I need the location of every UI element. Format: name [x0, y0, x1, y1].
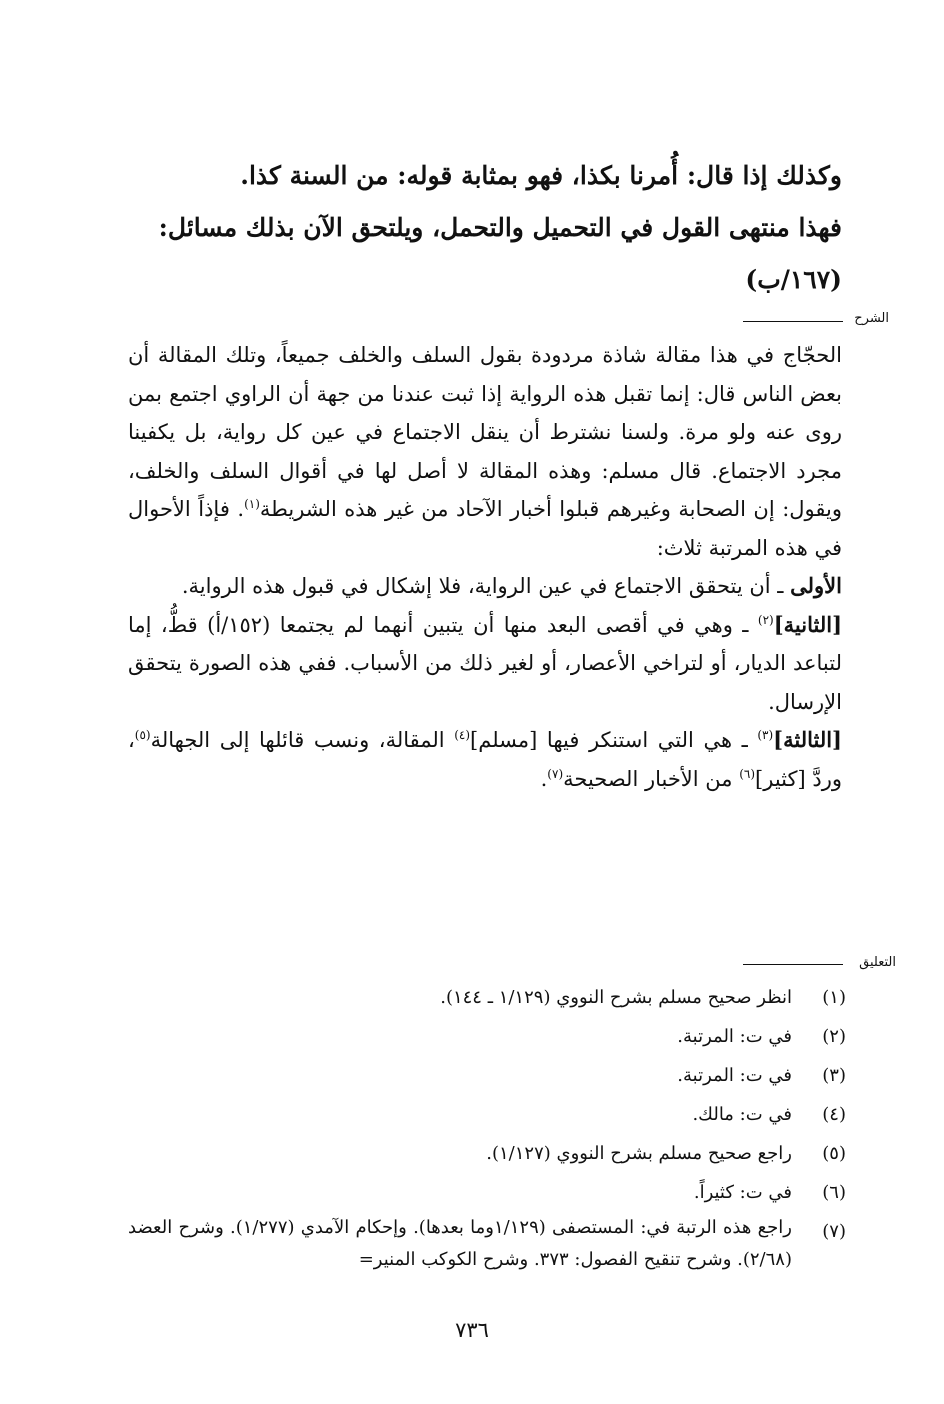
- sharh-p1-text: الحجّاج في هذا مقالة شاذة مردودة بقول السلف والخلف جميعاً، وتلك المقالة أن بعض الناس قال: إنما تقبل هذه الرواية إذا ثبت عندنا من جهة أن الراوي اجتمع بمن روى عنه ولو مرة. ولسنا نشترط أن ينقل الاجتماع في عين كل رواية، بل يكفينا مجرد الاجتماع. قال مسلم: وهذه المقالة لا أصل لها في أقوال السلف والخلف، ويقول: إن الصحابة وغيرهم قبلوا أخبار الآحاد من غير هذه الشريطة: [128, 343, 842, 521]
- page-number: ٧٣٦: [455, 1318, 489, 1342]
- footnote-text: في ت: مالك.: [692, 1104, 792, 1125]
- sharh-text: [128, 336, 842, 798]
- footnote-text: راجع صحيح مسلم بشرح النووي (١/١٢٧).: [486, 1143, 792, 1164]
- sharh-p4-text-b: المقالة، ونسب قائلها إلى الجهالة: [150, 728, 455, 752]
- footnote-ref-6: (٦): [739, 766, 756, 781]
- footnote: [128, 1134, 846, 1173]
- matn-text: [128, 150, 842, 306]
- sharh-paragraph-2: [128, 567, 842, 606]
- footnote-text: راجع هذه الرتبة في: المستصفى (١/١٢٩وما بعدها). وإحكام الآمدي (١/٢٧٧). وشرح العضد (٢/٦٨). وشرح تنقيح الفصول: ٣٧٣. وشرح الكوكب المنير=: [128, 1217, 792, 1270]
- footnote-number: (٦): [822, 1182, 846, 1203]
- sharh-label: الشرح: [854, 311, 889, 326]
- sharh-p4-text-e: .: [540, 766, 548, 791]
- footnotes: [128, 978, 846, 1276]
- sharh-p4-heading: [الثالثة]: [773, 727, 842, 752]
- footnote-number: (٤): [822, 1104, 846, 1125]
- footnote: [128, 1095, 846, 1134]
- footnote-number: (٣): [822, 1065, 846, 1086]
- footnote-text: انظر صحيح مسلم بشرح النووي (١/١٢٩ ـ ١٤٤).: [440, 987, 792, 1008]
- footnote: [128, 1212, 846, 1276]
- sharh-paragraph-3: [128, 606, 842, 722]
- sharh-p3-text: ـ وهي في أقصى البعد منها أن يتبين أنهما لم يجتمعا (١٥٢/أ) قطُّ، إما لتباعد الديار، أو لتراخي الأعصار، أو لغير ذلك من الأسباب. ففي هذه الصورة يتحقق الإرسال.: [128, 612, 842, 714]
- footnote-ref-3: (٣): [757, 728, 774, 742]
- sharh-p4-text-c: ، وردَّ [كثير]: [128, 728, 842, 791]
- sharh-p1-end: . فإذاً الأحوال في هذه المرتبة ثلاث:: [128, 497, 842, 560]
- sharh-divider: [743, 321, 843, 322]
- footnote: [128, 1056, 846, 1095]
- taliq-label: التعليق: [859, 955, 896, 970]
- footnote: [128, 1173, 846, 1212]
- taliq-divider: [743, 964, 843, 965]
- footnote: [128, 978, 846, 1017]
- sharh-p2-text: ـ أن يتحقق الاجتماع في عين الرواية، فلا إشكال في قبول هذه الرواية.: [181, 574, 791, 598]
- footnote-number: (٢): [822, 1026, 846, 1047]
- sharh-p4-text-a: ـ هي التي استنكر فيها [مسلم]: [470, 728, 758, 752]
- footnote-ref-7: (٧): [547, 766, 564, 781]
- footnote-ref-5: (٥): [134, 728, 151, 742]
- sharh-p3-heading: [الثانية]: [773, 611, 842, 637]
- footnote-ref-4: (٤): [454, 728, 471, 742]
- matn-line-1: وكذلك إذا قال: أُمرنا بكذا، فهو بمثابة قوله: من السنة كذا.: [240, 161, 842, 190]
- footnote: [128, 1017, 846, 1056]
- sharh-paragraph-4: [128, 721, 842, 798]
- footnote-text: في ت: كثيراً.: [693, 1182, 792, 1203]
- footnote-ref-1: (١): [244, 497, 260, 511]
- footnote-number: (٥): [822, 1143, 846, 1164]
- footnote-text: في ت: المرتبة.: [677, 1026, 792, 1047]
- footnote-text: في ت: المرتبة.: [677, 1065, 792, 1086]
- matn-line-3: (١٦٧/ب): [745, 265, 842, 294]
- footnote-number: (١): [822, 987, 846, 1008]
- sharh-p4-text-d: من الأخبار الصحيحة: [563, 766, 740, 791]
- footnote-number: (٧): [822, 1221, 846, 1242]
- matn-line-2: فهذا منتهى القول في التحميل والتحمل، ويلتحق الآن بذلك مسائل:: [158, 213, 842, 242]
- sharh-p2-heading: الأولى: [790, 573, 842, 598]
- sharh-paragraph-1: [128, 336, 842, 567]
- footnote-ref-2: (٢): [757, 612, 774, 627]
